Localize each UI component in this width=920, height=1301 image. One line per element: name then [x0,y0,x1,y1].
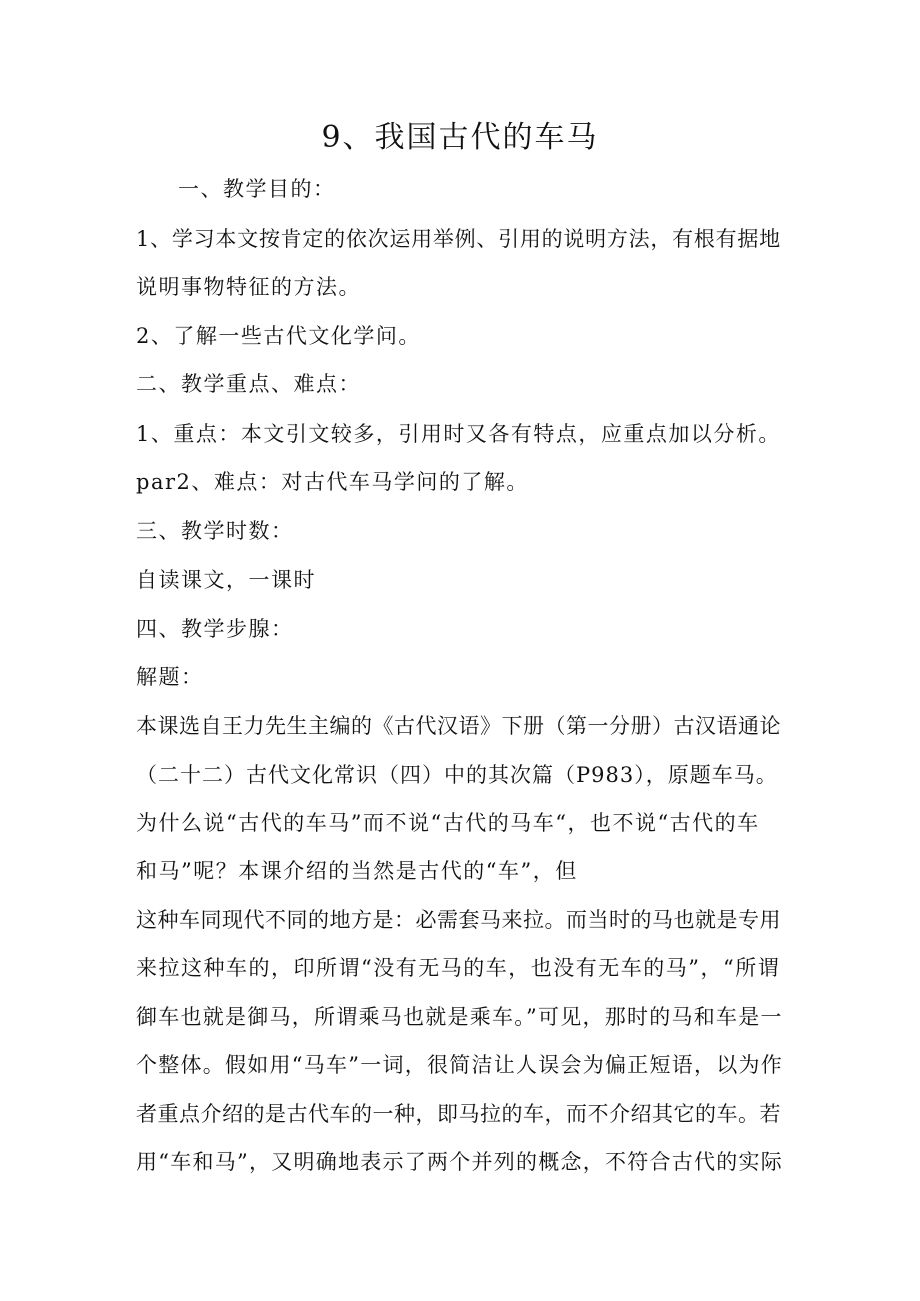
paragraph-line: 1、重点：本文引文较多，引用时又各有特点，应重点加以分析。 [136,422,781,446]
paragraph-line: 这种车同现代不同的地方是：必需套马来拉。而当时的马也就是专用 [136,908,781,932]
heading-key-points: 二、教学重点、难点： [136,372,361,396]
paragraph-line: 本课选自王力先生主编的《古代汉语》下册（第一分册）古汉语通论 [136,714,781,738]
paragraph-line: par2、难点：对古代车马学问的了解。 [136,470,529,494]
paragraph-line: 和马”呢？本课介绍的当然是古代的“车”，但 [136,859,578,883]
paragraph-line: 自读课文，一课时 [136,568,316,592]
paragraph-line: 个整体。假如用“马车”一词，很简洁让人误会为偏正短语，以为作 [136,1053,783,1077]
paragraph-line: （二十二）古代文化常识（四）中的其次篇（P983），原题车马。 [136,763,778,787]
paragraph-line: 者重点介绍的是古代车的一种，即马拉的车，而不介绍其它的车。若 [136,1102,781,1126]
document-title: 9、我国古代的车马 [321,120,599,155]
heading-teaching-goals: 一、教学目的： [178,177,336,201]
paragraph-line: 御车也就是御马，所谓乘马也就是乘车。”可见，那时的马和车是一 [136,1005,783,1029]
heading-teaching-hours: 三、教学时数： [136,519,294,543]
paragraph-line: 用“车和马”，又明确地表示了两个并列的概念，不符合古代的实际 [136,1150,783,1174]
paragraph-line: 2、了解一些古代文化学问。 [136,324,421,348]
paragraph-line: 1、学习本文按肯定的依次运用举例、引用的说明方法，有根有据地 [136,227,781,251]
heading-explain-title: 解题： [136,665,204,689]
paragraph-line: 为什么说“古代的车马”而不说“古代的马车“，也不说“古代的车 [136,811,760,835]
paragraph-line: 来拉这种车的，印所谓“没有无马的车，也没有无车的马”，“所谓 [136,956,781,980]
heading-teaching-steps: 四、教学步腺： [136,617,294,641]
paragraph-line: 说明事物特征的方法。 [136,275,361,299]
